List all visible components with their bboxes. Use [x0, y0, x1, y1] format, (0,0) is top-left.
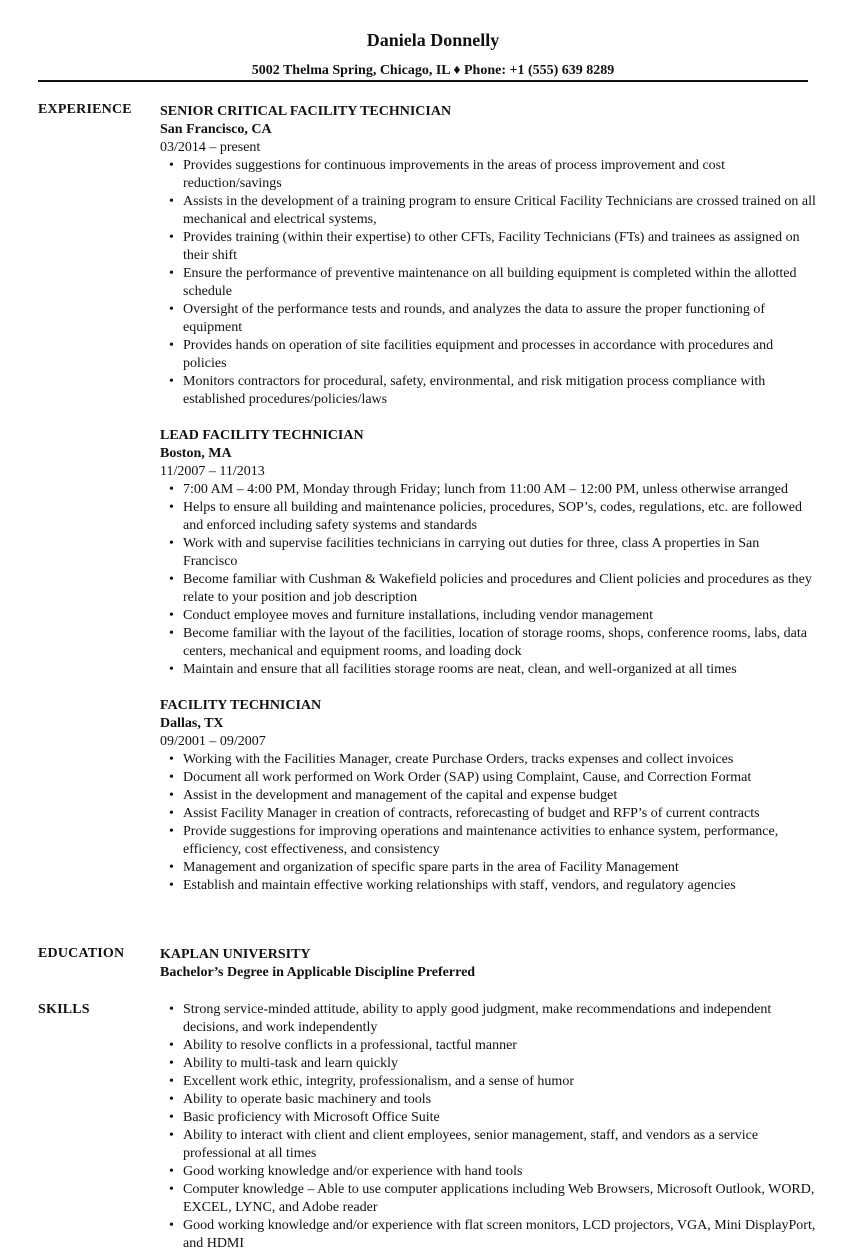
list-item: • Become familiar with the layout of the facilities, location of storage rooms, shops, conference rooms, labs, data centers, mechanical and equipment rooms, and loading dock	[160, 625, 816, 661]
job-entry	[160, 103, 816, 409]
skills-section	[160, 1001, 816, 1253]
list-item: • Provides suggestions for continuous improvements in the areas of process improvement and cost reduction/savings	[160, 157, 816, 193]
skills-list	[160, 1001, 816, 1253]
job-bullets	[160, 481, 816, 679]
list-item: • Conduct employee moves and furniture installations, including vendor management	[160, 607, 816, 625]
education-section	[160, 946, 816, 982]
header-divider	[38, 80, 808, 82]
list-item: • Ability to resolve conflicts in a professional, tactful manner	[160, 1037, 816, 1055]
degree: Bachelor’s Degree in Applicable Discipline Preferred	[160, 965, 476, 980]
list-item: • Ensure the performance of preventive maintenance on all building equipment is completed within the allotted schedule	[160, 265, 816, 301]
list-item: • Provides hands on operation of site facilities equipment and processes in accordance with procedures and policies	[160, 337, 816, 373]
list-item: • Assist in the development and management of the capital and expense budget	[160, 787, 816, 805]
candidate-name: Daniela Donnelly	[366, 30, 500, 50]
list-item: • Good working knowledge and/or experience with hand tools	[160, 1163, 816, 1181]
school-name: KAPLAN UNIVERSITY	[160, 947, 311, 962]
list-item: • Provide suggestions for improving operations and maintenance activities to enhance system, performance, efficiency, cost effectiveness, and consistency	[160, 823, 816, 859]
contact-line: 5002 Thelma Spring, Chicago, IL ♦ Phone: +1 (555) 639 8289	[251, 63, 615, 78]
list-item: • Helps to ensure all building and maintenance policies, procedures, SOP’s, codes, regulations, etc. are followed and enforced including safety systems and standards	[160, 499, 816, 535]
list-item: • Ability to operate basic machinery and tools	[160, 1091, 816, 1109]
list-item: • Maintain and ensure that all facilities storage rooms are neat, clean, and well-organized at all times	[160, 661, 816, 679]
job-bullets	[160, 157, 816, 409]
list-item: • 7:00 AM – 4:00 PM, Monday through Friday; lunch from 11:00 AM – 12:00 PM, unless otherwise arranged	[160, 481, 816, 499]
list-item: • Monitors contractors for procedural, safety, environmental, and risk mitigation process compliance with established procedures/policies/laws	[160, 373, 816, 409]
skills-label: SKILLS	[38, 1002, 90, 1017]
list-item: • Basic proficiency with Microsoft Office Suite	[160, 1109, 816, 1127]
list-item: • Assist Facility Manager in creation of contracts, reforecasting of budget and RFP’s of current contracts	[160, 805, 816, 823]
list-item: • Strong service-minded attitude, ability to apply good judgment, make recommendations and independent decisions, and work independently	[160, 1001, 816, 1037]
job-dates: 11/2007 – 11/2013	[160, 464, 265, 479]
job-entry	[160, 427, 816, 679]
list-item: • Excellent work ethic, integrity, professionalism, and a sense of humor	[160, 1073, 816, 1091]
job-title: SENIOR CRITICAL FACILITY TECHNICIAN	[160, 104, 452, 119]
experience-label: EXPERIENCE	[38, 102, 132, 117]
list-item: • Work with and supervise facilities technicians in carrying out duties for three, class A properties in San Francisco	[160, 535, 816, 571]
job-location: Boston, MA	[160, 446, 232, 461]
experience-section	[160, 103, 816, 913]
education-label: EDUCATION	[38, 946, 125, 961]
list-item: • Oversight of the performance tests and rounds, and analyzes the data to assure the proper functioning of equipment	[160, 301, 816, 337]
list-item: • Management and organization of specific spare parts in the area of Facility Management	[160, 859, 816, 877]
list-item: • Become familiar with Cushman & Wakefield policies and procedures and Client policies and procedures as they relate to your position and job description	[160, 571, 816, 607]
job-dates: 09/2001 – 09/2007	[160, 734, 266, 749]
list-item: • Ability to multi-task and learn quickly	[160, 1055, 816, 1073]
list-item: • Document all work performed on Work Order (SAP) using Complaint, Cause, and Correction Format	[160, 769, 816, 787]
job-location: San Francisco, CA	[160, 122, 272, 137]
job-dates: 03/2014 – present	[160, 140, 261, 155]
job-entry	[160, 697, 816, 895]
list-item: • Working with the Facilities Manager, create Purchase Orders, tracks expenses and collect invoices	[160, 751, 816, 769]
list-item: • Computer knowledge – Able to use computer applications including Web Browsers, Microsoft Outlook, WORD, EXCEL, LYNC, and Adobe reader	[160, 1181, 816, 1217]
job-title: FACILITY TECHNICIAN	[160, 698, 322, 713]
job-location: Dallas, TX	[160, 716, 224, 731]
list-item: • Ability to interact with client and client employees, senior management, staff, and vendors as a service professional at all times	[160, 1127, 816, 1163]
list-item: • Establish and maintain effective working relationships with staff, vendors, and regulatory agencies	[160, 877, 816, 895]
job-bullets	[160, 751, 816, 895]
list-item: • Provides training (within their expertise) to other CFTs, Facility Technicians (FTs) and trainees as assigned on their shift	[160, 229, 816, 265]
list-item: • Good working knowledge and/or experience with flat screen monitors, LCD projectors, VGA, Mini DisplayPort, and HDMI	[160, 1217, 816, 1253]
list-item: • Assists in the development of a training program to ensure Critical Facility Technicians are crossed trained on all mechanical and electrical systems,	[160, 193, 816, 229]
job-title: LEAD FACILITY TECHNICIAN	[160, 428, 364, 443]
